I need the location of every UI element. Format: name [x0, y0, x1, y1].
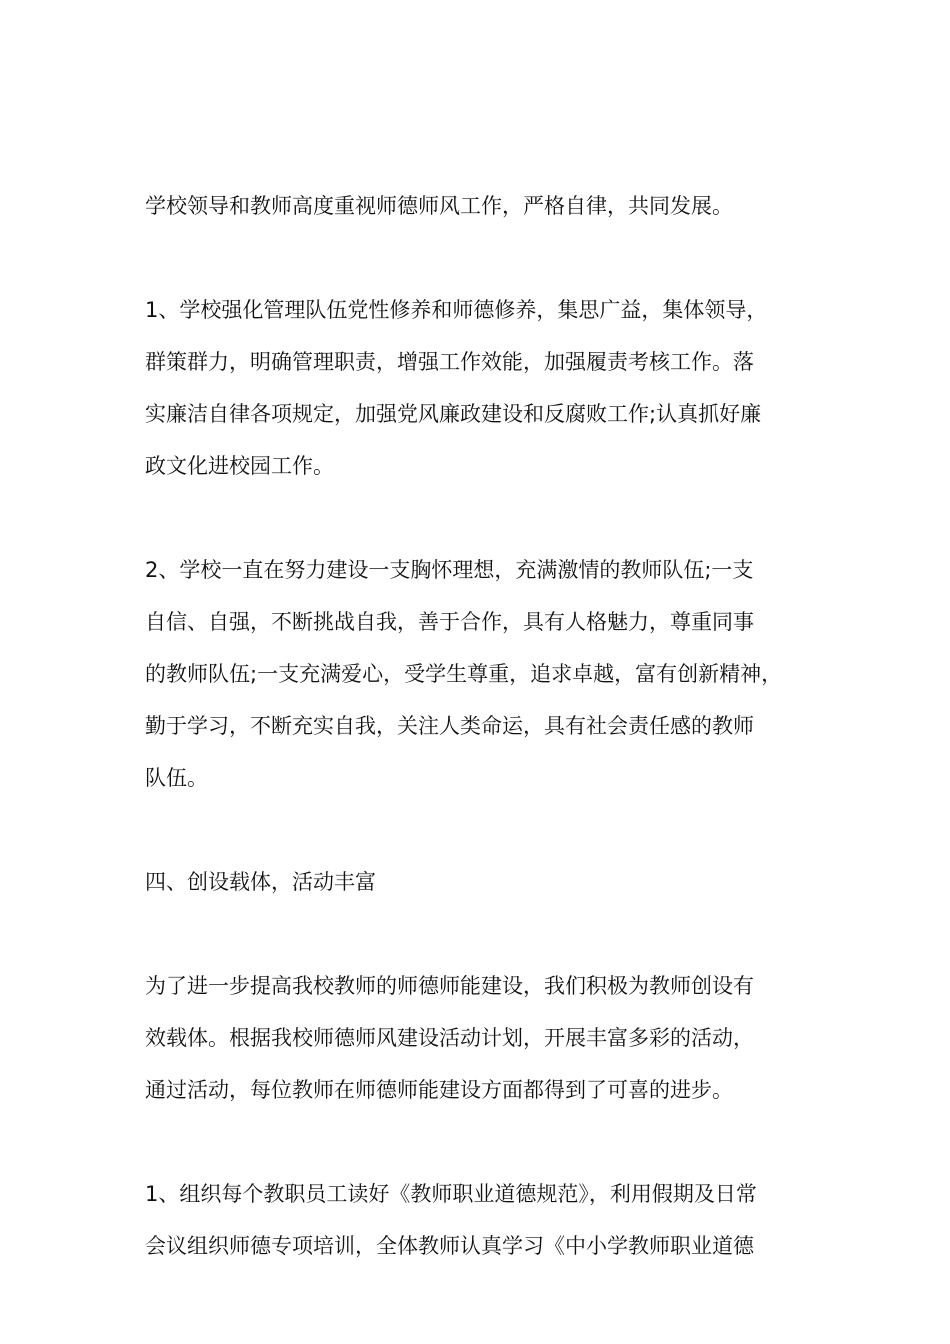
- text-line: 四、创设载体，活动丰富: [145, 870, 376, 894]
- text-line: 学校领导和教师高度重视师德师风工作，严格自律，共同发展。: [145, 194, 733, 218]
- paragraph-item-1-training: [145, 1168, 825, 1272]
- text-line: 自信、自强，不断挑战自我，善于合作，具有人格魅力，尊重同事: [145, 610, 754, 634]
- text-line: 的教师队伍;一支充满爱心，受学生尊重，追求卓越，富有创新精神，: [145, 662, 783, 686]
- document-body: [145, 180, 825, 1324]
- text-line: 群策群力，明确管理职责，增强工作效能，加强履责考核工作。落: [145, 350, 754, 374]
- text-line: 1、学校强化管理队伍党性修养和师德修养，集思广益，集体领导，: [145, 298, 768, 322]
- text-line: 队伍。: [145, 766, 208, 790]
- text-line: 实廉洁自律各项规定，加强党风廉政建设和反腐败工作;认真抓好廉: [145, 402, 762, 426]
- paragraph-item-1-management: [145, 284, 825, 492]
- text-line: 1、组织每个教职员工读好《教师职业道德规范》，利用假期及日常: [145, 1182, 757, 1206]
- text-line: 政文化进校园工作。: [145, 454, 334, 478]
- paragraph-intro: [145, 180, 825, 232]
- text-line: 通过活动，每位教师在师德师能建设方面都得到了可喜的进步。: [145, 1078, 733, 1102]
- paragraph-activities: [145, 960, 825, 1116]
- text-line: 勤于学习，不断充实自我，关注人类命运，具有社会责任感的教师: [145, 714, 754, 738]
- text-line: 效载体。根据我校师德师风建设活动计划，开展丰富多彩的活动，: [145, 1026, 754, 1050]
- text-line: 2、学校一直在努力建设一支胸怀理想，充满激情的教师队伍;一支: [145, 558, 754, 582]
- text-line: 为了进一步提高我校教师的师德师能建设，我们积极为教师创设有: [145, 974, 754, 998]
- paragraph-item-2-teacher-team: [145, 544, 825, 804]
- text-line: 会议组织师德专项培训，全体教师认真学习《中小学教师职业道德: [145, 1234, 754, 1258]
- section-heading: [145, 856, 825, 908]
